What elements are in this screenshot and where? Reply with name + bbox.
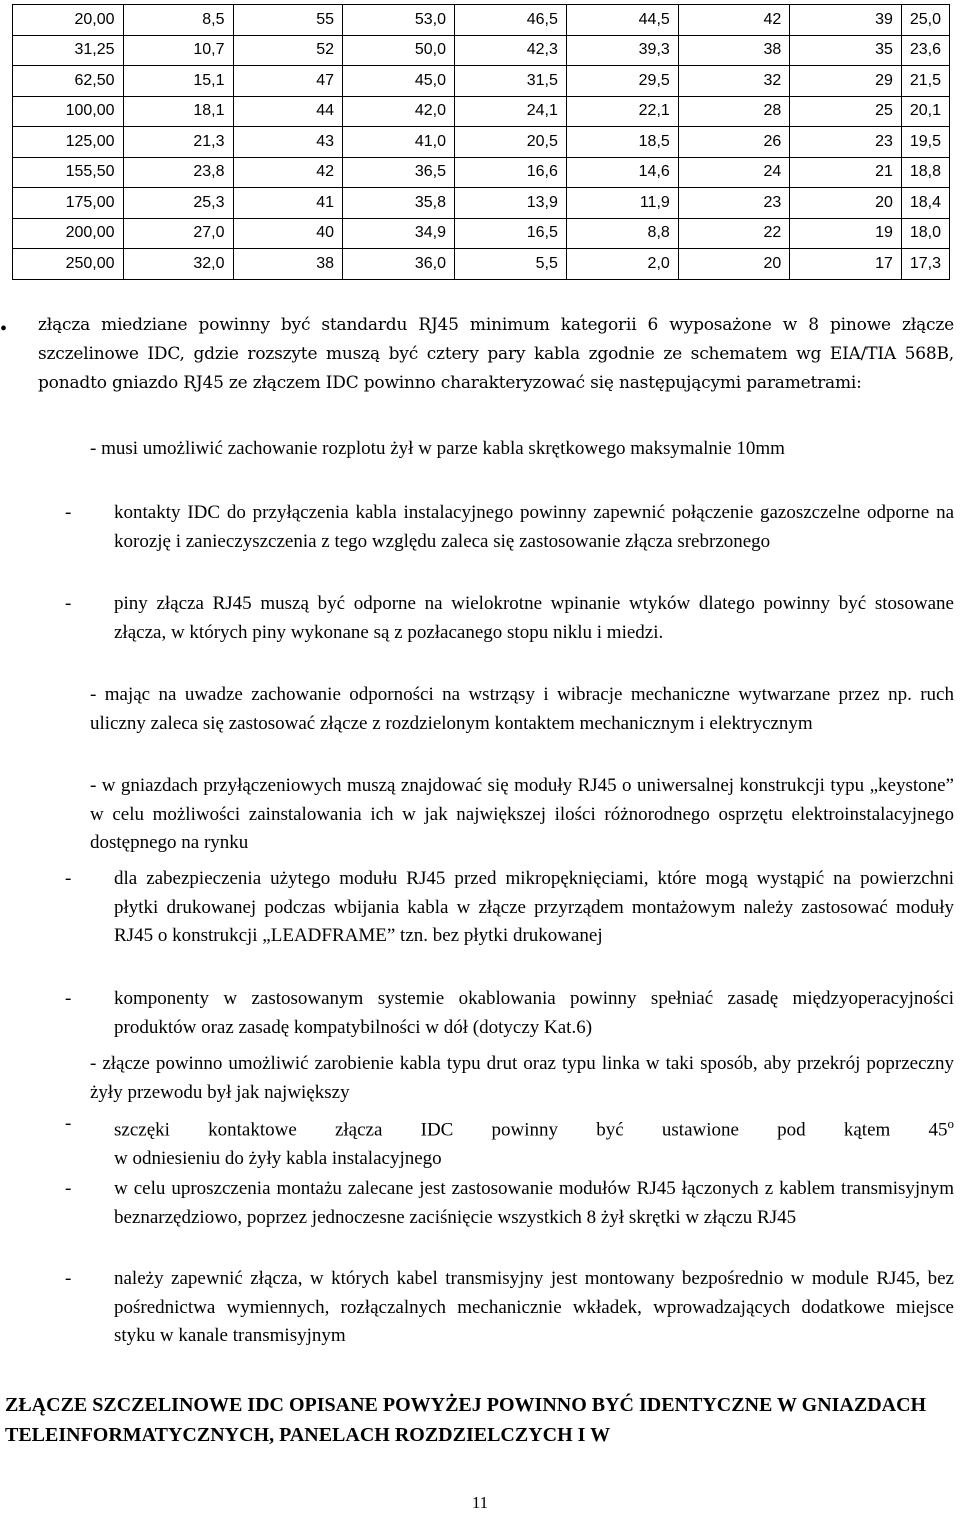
- table-cell: 23,6: [901, 35, 949, 66]
- table-row: [13, 218, 950, 249]
- table-cell: 53,0: [343, 5, 455, 36]
- table-cell: 42,3: [454, 35, 566, 66]
- table-cell: 38: [233, 249, 343, 280]
- table-cell: 39: [790, 5, 902, 36]
- intro-paragraph: złącza miedziane powinny być standardu RJ45 minimum kategorii 6 wyposażone w 8 pinowe złącze szczelinowe IDC, gdzie rozszyte muszą być cztery pary kabla zgodnie ze schematem wg EIA/TIA 568B, ponadto gniazdo RJ45 ze złączem IDC powinno charakteryzować się następującymi parametrami:: [38, 315, 954, 393]
- table-cell: 21: [790, 157, 902, 188]
- table-cell: 100,00: [13, 96, 124, 127]
- table-cell: 52: [233, 35, 343, 66]
- dash-marker: -: [65, 1113, 72, 1134]
- table-cell: 20,1: [901, 96, 949, 127]
- table-row: [13, 35, 950, 66]
- table-cell: 22,1: [566, 96, 678, 127]
- dash-marker: -: [65, 1178, 72, 1199]
- table-cell: 24,1: [454, 96, 566, 127]
- list-item: - komponenty w zastosowanym systemie okablowania powinny spełniać zasadę międzyoperacyjności produktów oraz zasadę kompatybilności w dół (dotyczy Kat.6): [65, 985, 954, 1042]
- table-cell: 29: [790, 66, 902, 97]
- table-cell: 2,0: [566, 249, 678, 280]
- table-cell: 46,5: [454, 5, 566, 36]
- table-cell: 175,00: [13, 188, 124, 219]
- list-item: - dla zabezpieczenia użytego modułu RJ45 przed mikropęknięciami, które mogą wystąpić na powierzchni płytki drukowanej podczas wbijania kabla w złącze przyrządem montażowym należy zastosować moduły RJ45 o konstrukcji „LEADFRAME” tzn. bez płytki drukowanej: [65, 865, 954, 951]
- table-cell: 18,0: [901, 218, 949, 249]
- table-row: [13, 188, 950, 219]
- list-item: - kontakty IDC do przyłączenia kabla instalacyjnego powinny zapewnić połączenie gazoszczelne odporne na korozję i zanieczyszczenia z tego względu zaleca się zastosowanie złącza srebrzonego: [65, 499, 954, 556]
- table-cell: 50,0: [343, 35, 455, 66]
- dash-marker: -: [65, 502, 72, 523]
- table-cell: 17: [790, 249, 902, 280]
- degree-mark: o: [947, 1116, 954, 1131]
- table-cell: 25,0: [901, 5, 949, 36]
- table-cell: 13,9: [454, 188, 566, 219]
- list-item: - mając na uwadze zachowanie odporności na wstrząsy i wibracje mechaniczne wytwarzane przez np. ruch uliczny zaleca się zastosować złącze z rozdzielonym kontaktem mechanicznym i elektrycznym: [90, 684, 954, 734]
- table-cell: 55: [233, 5, 343, 36]
- table-cell: 14,6: [566, 157, 678, 188]
- table-cell: 41,0: [343, 127, 455, 158]
- dash-marker: -: [65, 868, 72, 889]
- table-cell: 20: [678, 249, 790, 280]
- table-cell: 35: [790, 35, 902, 66]
- table-cell: 20,5: [454, 127, 566, 158]
- table-cell: 39,3: [566, 35, 678, 66]
- table-cell: 16,5: [454, 218, 566, 249]
- table-row: [13, 96, 950, 127]
- table-cell: 25,3: [123, 188, 233, 219]
- table-cell: 11,9: [566, 188, 678, 219]
- table-cell: 43: [233, 127, 343, 158]
- dash-marker: -: [65, 988, 72, 1009]
- table-cell: 31,5: [454, 66, 566, 97]
- table-cell: 23,8: [123, 157, 233, 188]
- list-item: - należy zapewnić złącza, w których kabel transmisyjny jest montowany bezpośrednio w module RJ45, bez pośrednictwa wymiennych, rozłączalnych mechanicznie wkładek, wprowadzających dodatkowe miejsce styku w kanale transmisyjnym: [65, 1265, 954, 1351]
- table-cell: 32,0: [123, 249, 233, 280]
- list-item: - musi umożliwić zachowanie rozplotu żył w parze kabla skrętkowego maksymalnie 10mm: [90, 438, 785, 459]
- table-cell: 19,5: [901, 127, 949, 158]
- table-cell: 42: [678, 5, 790, 36]
- table-cell: 155,50: [13, 157, 124, 188]
- table-row: [13, 127, 950, 158]
- table-cell: 18,8: [901, 157, 949, 188]
- table-body: [13, 5, 950, 280]
- table-cell: 23: [790, 127, 902, 158]
- table-cell: 44,5: [566, 5, 678, 36]
- table-cell: 21,3: [123, 127, 233, 158]
- table-cell: 16,6: [454, 157, 566, 188]
- table-cell: 26: [678, 127, 790, 158]
- table-cell: 18,4: [901, 188, 949, 219]
- table-row: [13, 157, 950, 188]
- table-cell: 18,1: [123, 96, 233, 127]
- table-cell: 5,5: [454, 249, 566, 280]
- table-cell: 27,0: [123, 218, 233, 249]
- list-item: - piny złącza RJ45 muszą być odporne na wielokrotne wpinanie wtyków dlatego powinny być stosowane złącza, w których piny wykonane są z pozłacanego stopu niklu i miedzi.: [65, 590, 954, 647]
- list-item: - w celu uproszczenia montażu zalecane jest zastosowanie modułów RJ45 łączonych z kablem transmisyjnym beznarzędziowo, poprzez jednoczesne zaciśnięcie wszystkich 8 żył skrętki w złączu RJ45: [65, 1175, 954, 1232]
- page-number: 11: [471, 1493, 489, 1512]
- table-cell: 47: [233, 66, 343, 97]
- table-cell: 125,00: [13, 127, 124, 158]
- table-cell: 31,25: [13, 35, 124, 66]
- table-cell: 18,5: [566, 127, 678, 158]
- table-cell: 34,9: [343, 218, 455, 249]
- table-cell: 20: [790, 188, 902, 219]
- table-cell: 17,3: [901, 249, 949, 280]
- dash-marker: -: [65, 1268, 72, 1289]
- table-cell: 250,00: [13, 249, 124, 280]
- table-cell: 21,5: [901, 66, 949, 97]
- table-cell: 22: [678, 218, 790, 249]
- closing-statement: ZŁĄCZE SZCZELINOWE IDC OPISANE POWYŻEJ POWINNO BYĆ IDENTYCZNE W GNIAZDACH TELEINFORMATYCZNYCH, PANELACH ROZDZIELCZYCH I W: [5, 1394, 927, 1446]
- table-row: [13, 66, 950, 97]
- table-cell: 24: [678, 157, 790, 188]
- list-item: - złącze powinno umożliwić zarobienie kabla typu drut oraz typu linka w taki sposób, aby przekrój poprzeczny żyły przewodu był jak największy: [90, 1053, 954, 1103]
- table-cell: 25: [790, 96, 902, 127]
- table-cell: 28: [678, 96, 790, 127]
- table-cell: 42,0: [343, 96, 455, 127]
- table-cell: 45,0: [343, 66, 455, 97]
- table-cell: 36,5: [343, 157, 455, 188]
- dash-marker: -: [65, 593, 72, 614]
- table-cell: 35,8: [343, 188, 455, 219]
- table-cell: 23: [678, 188, 790, 219]
- table-cell: 42: [233, 157, 343, 188]
- table-cell: 44: [233, 96, 343, 127]
- table-cell: 8,8: [566, 218, 678, 249]
- table-cell: 8,5: [123, 5, 233, 36]
- table-row: [13, 249, 950, 280]
- table-cell: 36,0: [343, 249, 455, 280]
- table-cell: 20,00: [13, 5, 124, 36]
- table-cell: 32: [678, 66, 790, 97]
- list-item: - szczęki kontaktowe złącza IDC powinny być ustawione pod kątem 45$^o$ w odniesieniu do żyły kabla instalacyjnego: [65, 1110, 954, 1173]
- table-cell: 41: [233, 188, 343, 219]
- attenuation-table: [12, 4, 950, 280]
- table-cell: 38: [678, 35, 790, 66]
- table-cell: 40: [233, 218, 343, 249]
- list-item: - w gniazdach przyłączeniowych muszą znajdować się moduły RJ45 o uniwersalnej konstrukcji typu „keystone” w celu możliwości zainstalowania ich w jak największej ilości różnorodnego osprzętu elektroinstalacyjnego dostępnego na rynku: [90, 775, 954, 853]
- table-row: [13, 5, 950, 36]
- table-cell: 10,7: [123, 35, 233, 66]
- table-cell: 15,1: [123, 66, 233, 97]
- table-cell: 62,50: [13, 66, 124, 97]
- bullet-marker: •: [0, 318, 8, 340]
- table-cell: 19: [790, 218, 902, 249]
- table-cell: 29,5: [566, 66, 678, 97]
- table-cell: 200,00: [13, 218, 124, 249]
